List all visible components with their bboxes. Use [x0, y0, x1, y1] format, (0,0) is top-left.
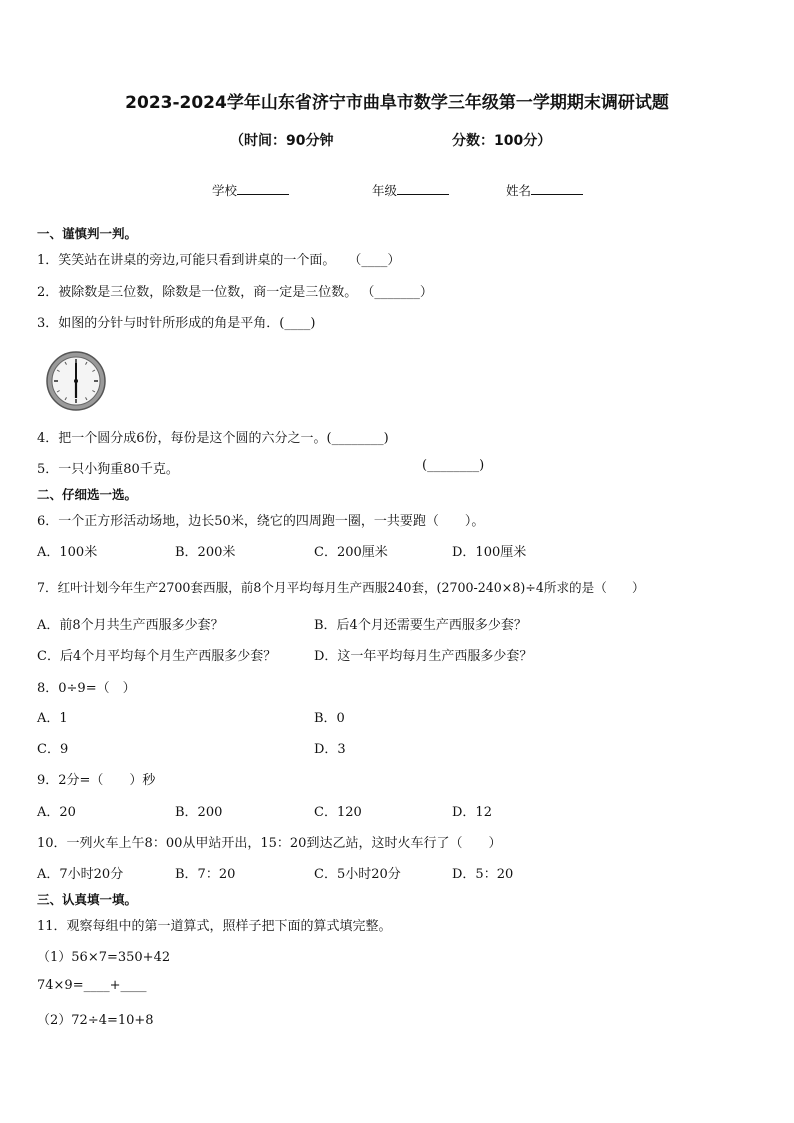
question-5-blank[interactable]: (________) — [422, 458, 485, 473]
option-9c[interactable]: C．120 — [314, 805, 362, 820]
option-7c[interactable]: C．后4个月平均每个月生产西服多少套？ — [37, 649, 277, 664]
question-1: 1．笑笑站在讲桌的旁边,可能只看到讲桌的一个面。 （____） — [37, 253, 401, 268]
question-7: 7．红叶计划今年生产2700套西服，前8个月平均每月生产西服240套，(2700-240×8)÷4所求的是（ ） — [37, 580, 645, 595]
question-5: 5．一只小狗重80千克。 — [37, 462, 179, 477]
option-8b[interactable]: B．0 — [314, 711, 345, 726]
option-8d[interactable]: D．3 — [314, 742, 346, 757]
wall-clock-icon — [45, 350, 107, 412]
question-11-blank-line[interactable]: 74×9=____+____ — [37, 978, 147, 993]
option-10b[interactable]: B．7：20 — [175, 867, 236, 882]
option-9d[interactable]: D．12 — [452, 805, 492, 820]
question-11: 11．观察每组中的第一道算式，照样子把下面的算式填完整。 — [37, 919, 392, 934]
question-10: 10．一列火车上午8：00从甲站开出，15：20到达乙站，这时火车行了（ ） — [37, 836, 502, 851]
option-10d[interactable]: D．5：20 — [452, 867, 514, 882]
name-field — [506, 181, 583, 199]
option-10c[interactable]: C．5小时20分 — [314, 867, 401, 882]
exam-time: （时间：90分钟 — [230, 133, 334, 149]
question-9: 9．2分=（ ）秒 — [37, 773, 156, 788]
grade-blank[interactable] — [397, 182, 449, 195]
option-6a[interactable]: A．100米 — [37, 545, 98, 560]
option-9b[interactable]: B．200 — [175, 805, 223, 820]
name-label: 姓名 — [506, 183, 532, 198]
option-8a[interactable]: A．1 — [37, 711, 68, 726]
page-title: 2023-2024学年山东省济宁市曲阜市数学三年级第一学期期末调研试题 — [125, 93, 669, 113]
exam-score: 分数：100分） — [452, 133, 552, 149]
question-4: 4．把一个圆分成6份，每份是这个圆的六分之一。(________) — [37, 431, 389, 446]
question-8: 8．0÷9=（ ） — [37, 681, 136, 696]
question-6: 6．一个正方形活动场地，边长50米，绕它的四周跑一圈，一共要跑（ ）。 — [37, 514, 485, 529]
option-6b[interactable]: B．200米 — [175, 545, 236, 560]
question-11-part-2: （2）72÷4=10+8 — [37, 1013, 154, 1028]
option-8c[interactable]: C．9 — [37, 742, 69, 757]
option-9a[interactable]: A．20 — [37, 805, 76, 820]
section-fill: 三、认真填一填。 — [37, 892, 138, 907]
section-choose: 二、仔细选一选。 — [37, 487, 138, 502]
school-blank[interactable] — [237, 182, 289, 195]
option-7a[interactable]: A．前8个月共生产西服多少套？ — [37, 618, 224, 633]
school-label: 学校 — [212, 183, 238, 198]
name-blank[interactable] — [531, 182, 583, 195]
question-2: 2．被除数是三位数，除数是一位数，商一定是三位数。 （_______） — [37, 285, 433, 300]
question-3: 3．如图的分针与时针所形成的角是平角．(____) — [37, 316, 316, 331]
option-7d[interactable]: D．这一年平均每月生产西服多少套？ — [314, 649, 533, 664]
school-field — [212, 181, 289, 199]
grade-field — [372, 181, 449, 199]
option-6d[interactable]: D．100厘米 — [452, 545, 527, 560]
option-6c[interactable]: C．200厘米 — [314, 545, 388, 560]
option-7b[interactable]: B．后4个月还需要生产西服多少套？ — [314, 618, 527, 633]
question-11-part-1: （1）56×7=350+42 — [37, 950, 171, 965]
grade-label: 年级 — [372, 183, 398, 198]
section-judge: 一、谨慎判一判。 — [37, 226, 138, 241]
option-10a[interactable]: A．7小时20分 — [37, 867, 124, 882]
